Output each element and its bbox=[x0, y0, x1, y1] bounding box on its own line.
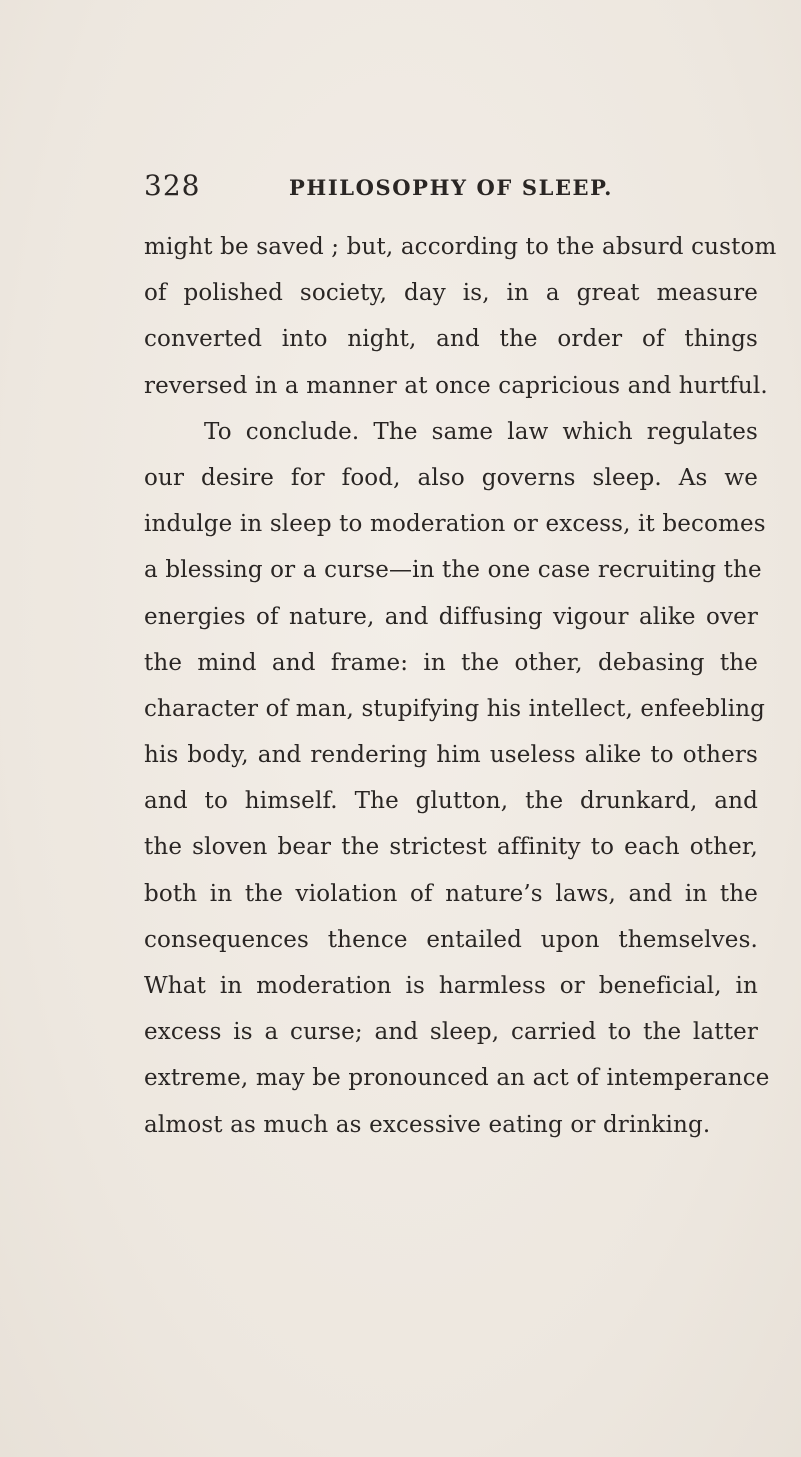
text-line: our desire for food, also governs sleep. As we bbox=[144, 464, 758, 491]
text-line: a blessing or a curse—in the one case recruiting the bbox=[144, 557, 762, 584]
text-line: indulge in sleep to moderation or excess, it becomes bbox=[144, 511, 766, 538]
text-line: reversed in a manner at once capricious and hurtful. bbox=[144, 372, 768, 399]
text-line: energies of nature, and diffusing vigour alike over bbox=[144, 603, 758, 630]
text-line: excess is a curse; and sleep, carried to the latter bbox=[144, 1019, 758, 1046]
text-line: extreme, may be pronounced an act of intemperance bbox=[144, 1065, 770, 1092]
paragraph-start-line: To conclude. The same law which regulates bbox=[204, 418, 758, 445]
page-number: 328 bbox=[144, 169, 201, 202]
running-head bbox=[144, 168, 774, 204]
text-line: of polished society, day is, in a great measure bbox=[144, 280, 758, 307]
text-line: the mind and frame: in the other, debasing the bbox=[144, 649, 758, 676]
paragraph-end-line: almost as much as excessive eating or drinking. bbox=[144, 1111, 711, 1138]
text-line: converted into night, and the order of things bbox=[144, 326, 758, 353]
text-line: his body, and rendering him useless alike to others bbox=[144, 742, 758, 769]
text-line: both in the violation of nature’s laws, and in the bbox=[144, 880, 758, 907]
running-title: PHILOSOPHY OF SLEEP. bbox=[289, 175, 613, 200]
text-line: and to himself. The glutton, the drunkard, and bbox=[144, 788, 758, 815]
text-line: What in moderation is harmless or beneficial, in bbox=[144, 973, 758, 999]
body-text bbox=[144, 224, 777, 1148]
text-line: consequences thence entailed upon themselves. bbox=[144, 926, 758, 953]
text-line: the sloven bear the strictest affinity to each other, bbox=[144, 834, 758, 861]
text-line: might be saved ; but, according to the absurd custom bbox=[144, 234, 777, 260]
text-line: character of man, stupifying his intellect, enfeebling bbox=[144, 695, 766, 722]
